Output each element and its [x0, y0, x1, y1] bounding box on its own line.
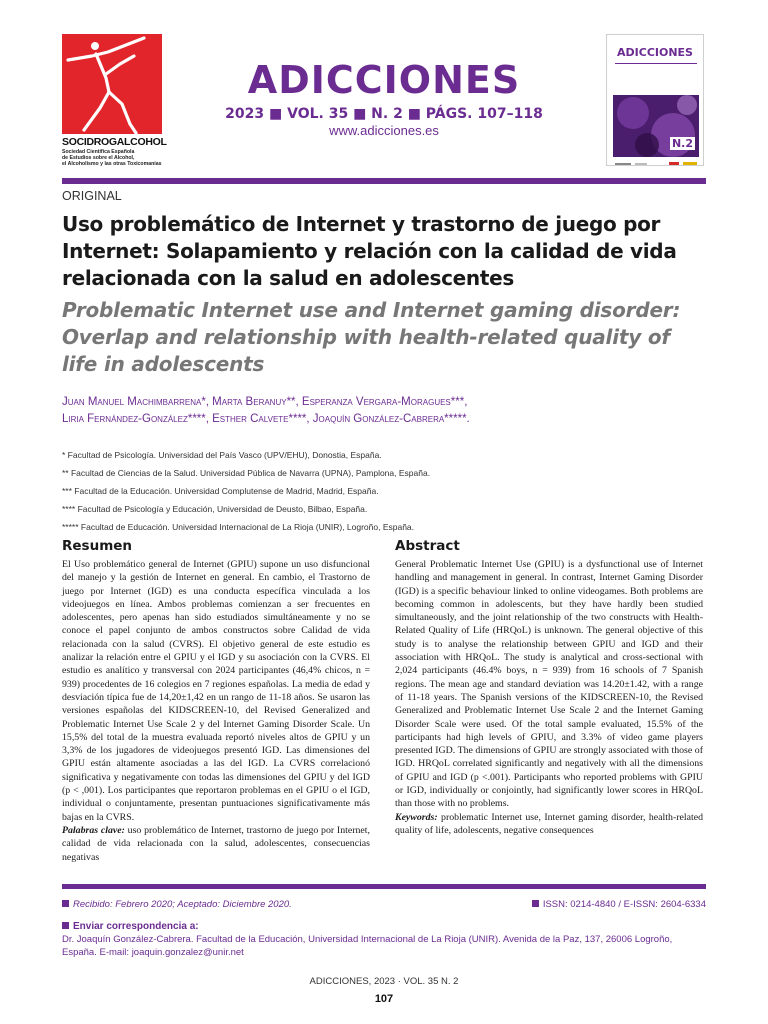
affiliation-item: ***** Facultad de Educación. Universidad Internacional de La Rioja (UNIR), Logroño, España. [62, 522, 415, 532]
affiliation-list [62, 446, 706, 536]
keywords-text: uso problemático de Internet, trastorno de juego por Internet, calidad de vida relacionada con la salud, adolescentes, consecuencias negativas [62, 824, 370, 863]
issn-text: ISSN: 0214-4840 / E-ISSN: 2604-6334 [542, 899, 706, 910]
cover-issue-number: N.2 [671, 137, 693, 150]
dancing-figure-logo-icon [62, 34, 162, 134]
abstract-heading: Abstract [395, 538, 460, 554]
article-title-spanish: Uso problemático de Internet y trastorno de juego por Internet: Solapamiento y relación con la calidad de vida relacionada con la salud en adolescentes [62, 212, 677, 290]
logo-subtitle-line: Sociedad Científica Española [62, 149, 135, 155]
received-text: Recibido: Febrero 2020; Aceptado: Diciembre 2020. [73, 899, 292, 910]
logo-subtitle-line: de Estudios sobre el Alcohol, [62, 155, 135, 161]
keywords-label: Keywords: [395, 811, 438, 823]
issn-info [532, 899, 706, 910]
received-dates [62, 899, 292, 910]
footer-divider [62, 884, 706, 889]
affiliation-item: **** Facultad de Psicología y Educación, Universidad de Deusto, Bilbao, España. [62, 504, 368, 514]
affiliation-item: *** Facultad de la Educación. Universidad Complutense de Madrid, Madrid, España. [62, 486, 379, 496]
journal-masthead [200, 58, 568, 138]
journal-website-link[interactable]: www.adicciones.es [329, 123, 439, 138]
keywords-text: problematic Internet use, Internet gaming disorder, health-related quality of life, adolescents, negative consequences [395, 811, 703, 836]
resumen-keywords [62, 824, 370, 864]
article-section-label: ORIGINAL [62, 189, 122, 203]
abstract-column [395, 538, 703, 837]
logo-subtitle-line: el Alcoholismo y las otras Toxicomanías [62, 161, 162, 167]
square-bullet-icon [532, 900, 539, 907]
square-bullet-icon [62, 900, 69, 907]
logo-name: SOCIDROGALCOHOL [62, 136, 167, 148]
correspondence-heading [62, 921, 199, 932]
affiliation-item: ** Facultad de Ciencias de la Salud. Universidad Pública de Navarra (UPNA), Pamplona, España. [62, 468, 431, 478]
resumen-column [62, 538, 370, 864]
cover-divider [615, 63, 697, 64]
article-title-english: Problematic Internet use and Internet gaming disorder: Overlap and relationship with health-related quality of life in adolescents [62, 298, 681, 376]
abstract-keywords [395, 811, 703, 838]
resumen-body: El Uso problemático general de Internet (GPIU) supone un uso disfuncional del manejo y la gestión de Internet en general. En cambio, el Trastorno de juego por Internet (IGD) es una conducta específica vinculada a los videojuegos en línea. Ambos problemas comienzan a ser frecuentes en adolescentes, pero apenas han sido estudiados simultáneamente y no se conoce el papel conjunto de ambos constructos sobre Calidad de vida relacionada con la salud (CVRS). El objetivo general de este estudio es analizar la relación entre el GPIU y el IGD y su asociación con la CVRS. El estudio es analítico y transversal con 2024 participantes (46,4% chicos, n = 939) procedentes de 16 colegios en 7 regiones españolas. La media de edad y desviación típica fue de 14,20±1,42 en un rango de 11-18 años. Se usaron las versiones españolas del KIDSCREEN-10, del Revised Generalized and Problematic Internet Use Scale 2 y del Internet Gaming Disorder Scale. Un 15,5% del total de la muestra evaluada reportó niveles altos de GPIU y un 3,3% de los jugadores de videojuegos presentó IGD. Las dimensiones del GPIU están altamente asociadas a las del IGD. La CVRS correlacionó significativa y negativamente con todas las dimensiones del GPIU y del IGD (p < ,001). Los participantes que reportaron problemas en el GPIU o el IGD, individual o conjuntamente, presentan puntuaciones significativamente más bajas en la CVRS. [62, 559, 370, 823]
affiliation-item: * Facultad de Psicología. Universidad del País Vasco (UPV/EHU), Donostia, España. [62, 450, 382, 460]
header-divider [62, 178, 706, 184]
cover-footer-logos [613, 155, 699, 161]
abstract-body: General Problematic Internet Use (GPIU) is a dysfunctional use of Internet handling and management in general. In contrast, Internet Gaming Disorder (IGD) is a specific behaviour linked to online videogames. Both problems are becoming common in adolescents, but they have hardly been studied simultaneously, and the joint relationship of the two constructs with Health-Related Quality of Life (HRQoL) is unknown. The general objective of this study is to analyse the relationship between GPIU and IGD and their association with HRQoL. The study is analytical and cross-sectional with 2,024 participants (46.4% boys, n = 939) from 16 schools of 7 Spanish regions. The mean age and standard deviation was 14.20±1.42, with a range of 11-18 years. The Spanish versions of the KIDSCREEN-10, the Revised Generalized and Problematic Internet Use Scale 2 and the Internet Gaming Disorder Scale were used. Of the total sample evaluated, 15.5% of the participants had high levels of GPIU, and 3.3% of video game players presented IGD. The dimensions of GPIU are strongly associated with those of IGD. HRQoL correlated significantly and negatively with all the dimensions of GPIU and IGD (p <.001). Participants who reported problems with GPIU or IGD, individually or conjointly, had significantly lower scores in HRQoL than those with no problems. [395, 559, 703, 810]
running-footer: ADICCIONES, 2023 · VOL. 35 N. 2 [309, 976, 459, 987]
correspondence-heading-text: Enviar correspondencia a: [73, 921, 199, 932]
logo-subtitle [62, 149, 162, 167]
author-line: Juan Manuel Machimbarrena*, Marta Beranuy**, Esperanza Vergara-Moragues***, [62, 396, 468, 408]
journal-issue: 2023 ■ VOL. 35 ■ N. 2 ■ PÁGS. 107–118 [225, 106, 543, 122]
resumen-heading: Resumen [62, 538, 133, 554]
cover-title: ADICCIONES [617, 46, 693, 59]
square-bullet-icon [62, 922, 69, 929]
page-number: 107 [374, 993, 394, 1005]
author-list [62, 394, 706, 428]
journal-title: ADICCIONES [247, 58, 521, 102]
author-line: Liria Fernández-González****, Esther Calvete****, Joaquín González-Cabrera*****. [62, 413, 470, 425]
society-logo [62, 34, 167, 190]
journal-cover-thumbnail [606, 34, 704, 166]
keywords-label: Palabras clave: [62, 824, 125, 836]
correspondence-address: Dr. Joaquín González-Cabrera. Facultad de la Educación, Universidad Internacional de La Rioja (UNIR). Avenida de la Paz, 137, 26006 Logroño, España. E-mail: joaquin.gonzalez@unir.net [62, 934, 673, 958]
